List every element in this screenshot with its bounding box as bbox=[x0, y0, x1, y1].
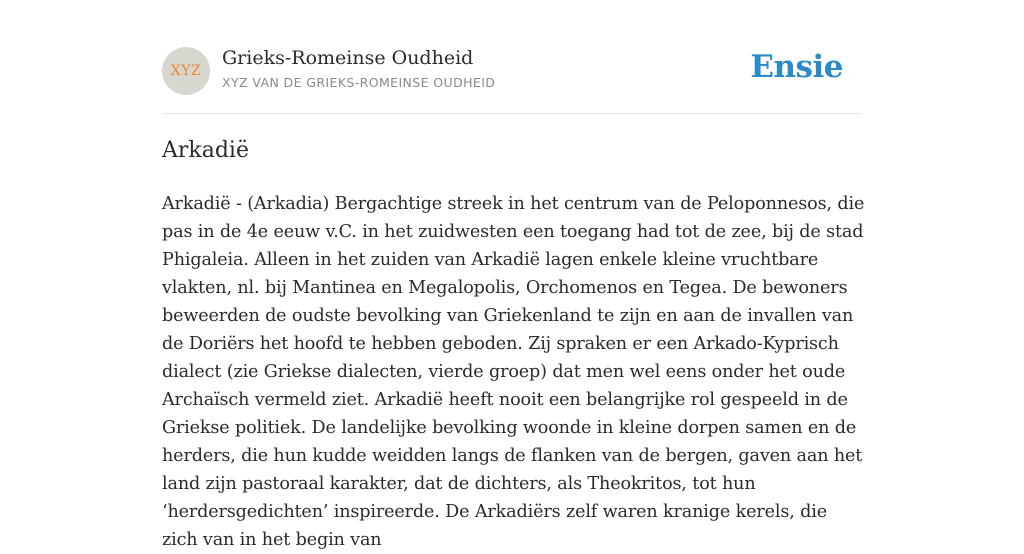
brand-logo-link[interactable]: Ensie bbox=[750, 49, 843, 85]
publication-avatar[interactable] bbox=[162, 47, 210, 95]
header-divider bbox=[162, 113, 862, 114]
publication-subtitle: XYZ VAN DE GRIEKS-ROMEINSE OUDHEID bbox=[222, 75, 496, 90]
publication-header bbox=[162, 46, 862, 94]
article-title: Arkadië bbox=[162, 138, 249, 163]
article-body: Arkadië - (Arkadia) Bergachtige streek in het centrum van de Peloponnesos, die pas in de 4e eeuw v.C. in het zuidwesten een toegang had tot de zee, bij de stad Phigaleia. Alleen in het zuiden van Arkadië lagen enkele kleine vruchtbare vlakten, nl. bij Mantinea en Megalopolis, Orchomenos en Tegea. De bewoners beweerden de oudste bevolking van Griekenland te zijn en aan de invallen van de Doriërs het hoofd te hebben geboden. Zij spraken er een Arkado-Kyprisch dialect (zie Griekse dialecten, vierde groep) dat men wel eens onder het oude Archaïsch vermeld ziet. Arkadië heeft nooit een belangrijke rol gespeeld in de Griekse politiek. De landelijke bevolking woonde in kleine dorpen samen en de herders, die hun kudde weidden langs de flanken van de bergen, gaven aan het land zijn pastoraal karakter, dat de dichters, als Theokritos, tot hun ‘herdersgedichten’ inspireerde. De Arkadiërs zelf waren kranige kerels, die zich van in het begin van bbox=[162, 194, 865, 550]
publication-title[interactable]: Grieks-Romeinse Oudheid bbox=[222, 47, 474, 69]
avatar-text: XYZ bbox=[170, 63, 202, 79]
